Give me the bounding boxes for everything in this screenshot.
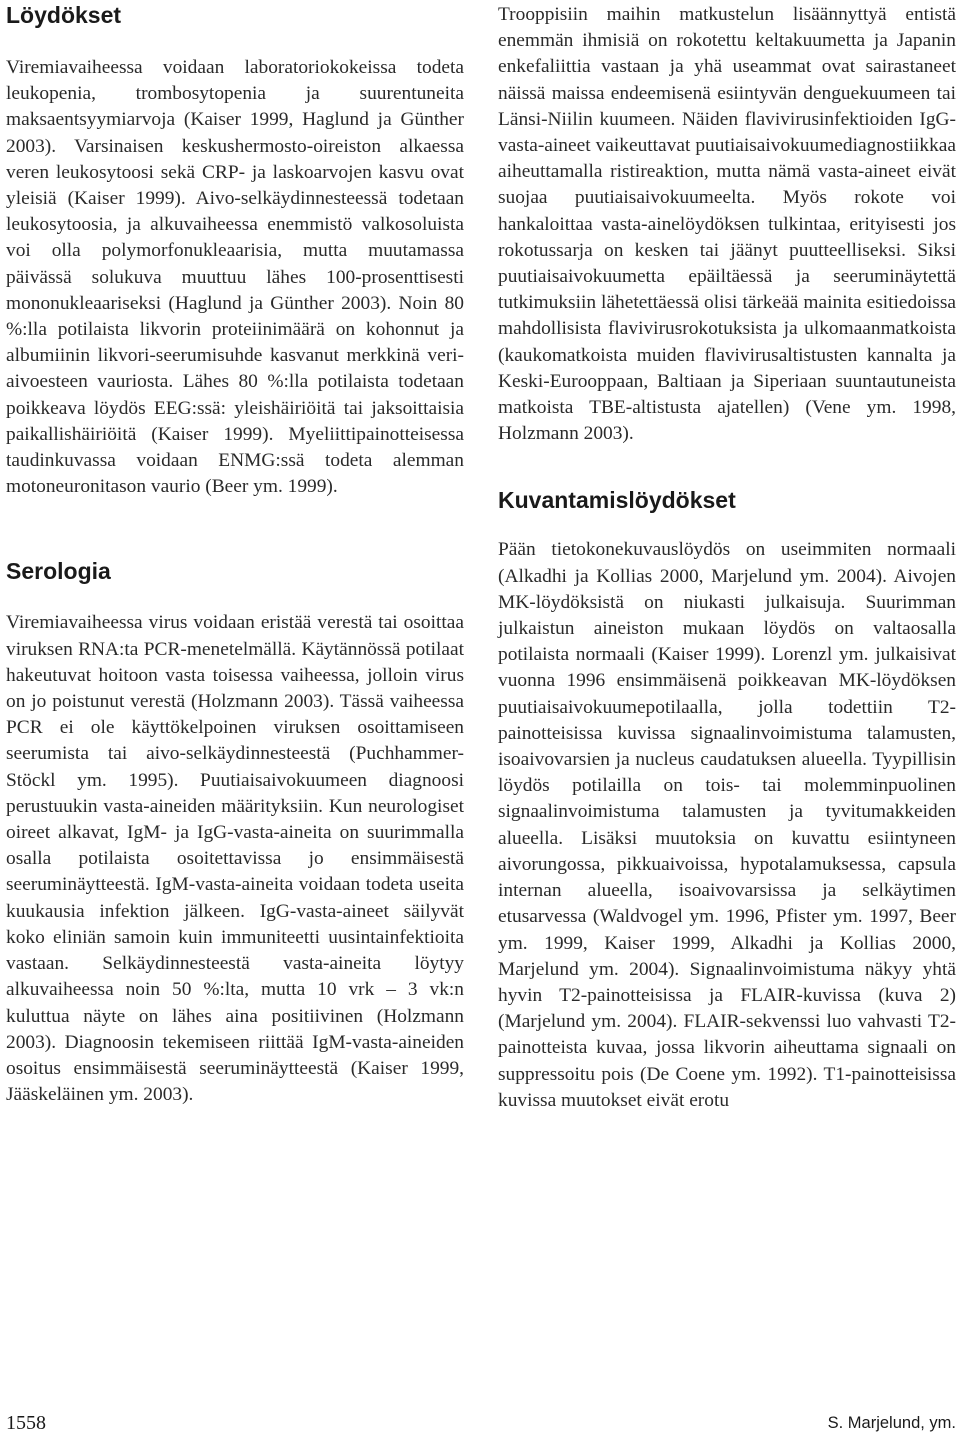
section-heading-findings: Löydökset (6, 2, 122, 28)
paragraph-travel-vaccination: Trooppisiin maihin matkustelun lisäännyttyä entistä enemmän ihmisiä on rokotettu keltakuumetta ja Japanin enkefaliittia vastaan ja yhä useammat ovat sairastaneet näissä maissa endeemisenä esiintyvän denguekuumeen tai Länsi-Niilin kuumeen. Näiden flavivirusinfektioiden IgG-vasta-aineet vaikeuttavat puutiaisaivokuumediagnostiikkaa aiheuttamalla ristireaktion, mutta nämä vasta-aineet eivät suojaa puutiaisaivokuumeelta. Myös rokote voi hankaloittaa vasta-ainelöydöksen tulkintaa, erityisesti jos rokotussarja on kesken tai jäänyt puutteelliseksi. Siksi puutiaisaivokuumetta epäiltäessä ja seeruminäytettä tutkimuksiin lähetettäessä olisi tärkeää mainita esitiedoissa mahdollisista flavivirusrokotuksista ja ulkomaanmatkoista (kaukomatkoista muiden flavivirusaltistusten kannalta ja Keski-Eurooppaan, Baltiaan ja Siperiaan suuntautuneista matkoista TBE-altistusta ajatellen) (Vene ym. 1998, Holzmann 2003). (498, 4, 956, 445)
page-number: 1558 (6, 1412, 46, 1434)
paragraph-findings: Viremiavaiheessa voidaan laboratoriokokeissa todeta leukopenia, trombosytopenia ja suurentuneita maksaentsyymiarvoja (Kaiser 1999, Haglund ja Günther 2003). Varsinaisen keskushermosto-oireiston alkaessa veren leukosytoosi sekä CRP- ja laskoarvojen kasvu ovat yleisiä (Kaiser 1999). Aivo-selkäydinnesteessä todetaan leukosytoosia, ja alkuvaiheessa enemmistö valkosoluista voi olla polymorfonukleaarisia, mutta muutamassa päivässä solukuva muuttuu lähes 100-prosenttisesti mononukleaariseksi (Haglund ja Günther 2003). Noin 80 %:lla potilaista likvorin proteiinimäärä on kohonnut ja albumiinin likvori-seerumisuhde kasvanut merkkinä veri-aivoesteen vauriosta. Lähes 80 %:lla potilaista todetaan poikkeava löydös EEG:ssä: yleishäiriöitä tai jaksoittaisia paikallishäiriöitä (Kaiser 1999). Myeliittipainotteisessa taudinkuvassa voidaan ENMG:ssä todeta alemman motoneuronitason vaurio (Beer ym. 1999). (6, 57, 464, 498)
running-author: S. Marjelund, ym. (827, 1414, 956, 1432)
paragraph-serology: Viremiavaiheessa virus voidaan eristää verestä tai osoittaa viruksen RNA:ta PCR-menetelmällä. Käytännössä potilaat hakeutuvat hoitoon vasta toisessa vaiheessa, jolloin virus on jo poistunut verestä (Holzmann 2003). Tässä vaiheessa PCR ei ole käyttökelpoinen viruksen osoittamiseen seerumista tai aivo-selkäydinnesteestä (Puchhammer-Stöckl ym. 1995). Puutiaisaivokuumeen diagnoosi perustuukin vasta-aineiden määrityksiin. Kun neurologiset oireet alkavat, IgM- ja IgG-vasta-aineita on suurimmalla osalla potilaista osoitettavissa jo ensimmäisestä seeruminäytteestä. IgM-vasta-aineita voidaan todeta useita kuukausia infektion jälkeen. IgG-vasta-aineet säilyvät koko eliniän samoin kuin immuniteetti uusintainfektioita vastaan. Selkäydinnesteestä vasta-aineita löytyy alkuvaiheessa noin 50 %:lta, mutta 10 vrk – 3 vk:n kuluttua näyte on lähes aina positiivinen (Holzmann 2003). Diagnoosin tekemiseen riittää IgM-vasta-aineiden osoitus ensimmäisestä seeruminäytteestä (Kaiser 1999, Jääskeläinen ym. 2003). (6, 612, 464, 1106)
section-heading-imaging: Kuvantamislöydökset (498, 487, 736, 514)
right-column (498, 0, 956, 1114)
paragraph-imaging: Pään tietokonekuvauslöydös on useimmiten normaali (Alkadhi ja Kollias 2000, Marjelund ym. 2004). Aivojen MK-löydöksistä on niukasti julkaisuja. Suurimman julkaistun aineiston mukaan löydös on valtaosalla potilaista normaali (Kaiser 1999). Lorenzl ym. julkaisivat vuonna 1996 ensimmäisenä poikkeavan MK-löydöksen puutiaisaivokuumepotilaalla, jolla todettiin T2-painotteisissa kuvissa signaalinvoimistuma talamusten, isoaivovarsien ja nucleus caudatuksen alueella. Tyypillisin löydös potilailla on tois- tai molemminpuolinen signaalinvoimistuma talamusten ja tyvitumakkeiden alueella. Lisäksi muutoksia on kuvattu esiintyneen aivorungossa, pikkuaivoissa, hypotalamuksessa, capsula internan alueella, isoaivovarsissa ja selkäytimen etusarvessa (Waldvogel ym. 1996, Pfister ym. 1997, Beer ym. 1999, Kaiser 1999, Alkadhi ja Kollias 2000, Marjelund ym. 2004). Signaalinvoimistuma näkyy yhtä hyvin T2-painotteisissa ja FLAIR-kuvissa (kuva 2) (Marjelund ym. 2004). FLAIR-sekvenssi luo vahvasti T2-painotteista kuvaa, jossa likvorin aiheuttama signaali on suppressoitu pois (De Coene ym. 1992). T1-painotteisissa kuvissa muutokset eivät erotu (498, 539, 956, 1111)
section-heading-serology: Serologia (6, 558, 111, 585)
left-column (6, 0, 464, 1108)
